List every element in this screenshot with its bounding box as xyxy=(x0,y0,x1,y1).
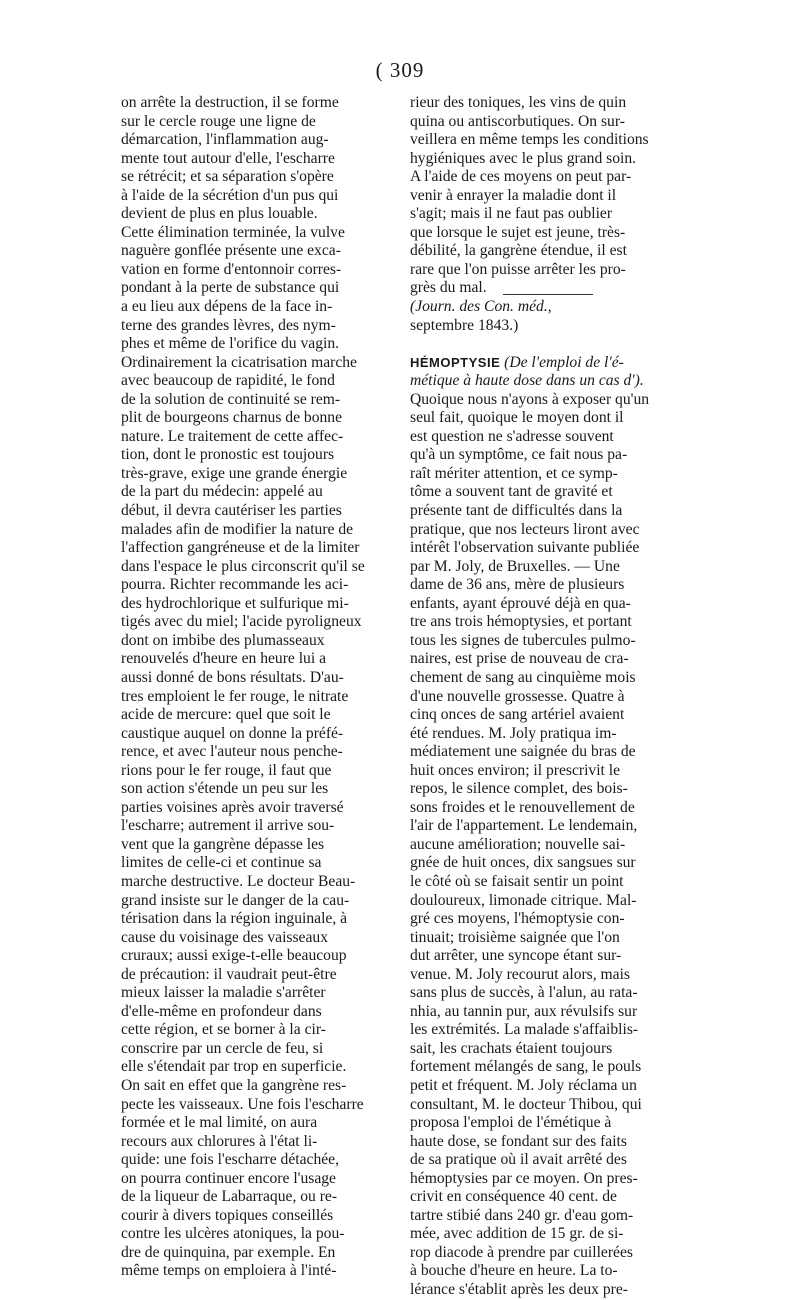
text-line: tartre stibié dans 240 gr. d'eau gom- xyxy=(410,1206,634,1224)
text-line: on arrête la destruction, il se forme xyxy=(121,94,339,111)
text-line: rare que l'on puisse arrêter les pro- xyxy=(410,260,626,278)
text-line: pratique, que nos lecteurs liront avec xyxy=(410,520,640,538)
section-spacer xyxy=(410,335,685,354)
citation-line xyxy=(410,298,685,317)
text-line: s'agit; mais il ne faut pas oublier xyxy=(410,205,613,223)
text-line: rence, et avec l'auteur nous penche- xyxy=(121,743,343,761)
text-line: elle s'étendait par trop en superficie. xyxy=(121,1058,347,1076)
text-line: pondant à la perte de substance qui xyxy=(121,279,340,297)
text-line: avec beaucoup de rapidité, le fond xyxy=(121,372,335,390)
text-line: gré ces moyens, l'hémoptysie con- xyxy=(410,910,625,928)
text-line: de la part du médecin: appelé au xyxy=(121,483,323,501)
text-line: quina ou antiscorbutiques. On sur- xyxy=(410,112,625,130)
text-line: cette région, et se borner à la cir- xyxy=(121,1021,326,1039)
text-line: démarcation, l'inflammation aug- xyxy=(121,131,329,149)
text-line: très-grave, exige une grande énergie xyxy=(121,464,348,482)
text-line: plit de bourgeons charnus de bonne xyxy=(121,409,343,427)
text-line: recours aux chlorures à l'état li- xyxy=(121,1132,318,1150)
text-line: haute dose, se fondant sur des faits xyxy=(410,1132,627,1150)
text-line: grand insiste sur le danger de la cau- xyxy=(121,891,350,909)
text-line: qu'à un symptôme, ce fait nous pa- xyxy=(410,446,628,464)
left-column xyxy=(121,94,396,1281)
text-line: A l'aide de ces moyens on peut par- xyxy=(410,168,632,186)
text-line: térisation dans la région inguinale, à xyxy=(121,910,348,928)
text-line: des hydrochlorique et sulfurique mi- xyxy=(121,594,349,612)
text-line: dame de 36 ans, mère de plusieurs xyxy=(410,576,625,594)
text-line: renouvelés d'heure en heure lui a xyxy=(121,650,327,668)
text-line: venue. M. Joly recourut alors, mais xyxy=(410,965,630,983)
text-line: dut arrêter, une syncope étant sur- xyxy=(410,947,622,965)
text-line: d'elle-même en profondeur dans xyxy=(121,1002,322,1020)
text-line: présente tant de difficultés dans la xyxy=(410,502,623,520)
text-line: à l'aide de la sécrétion d'un pus qui xyxy=(121,186,339,204)
text-line: Ordinairement la cicatrisation marche xyxy=(121,353,357,371)
text-line: naguère gonflée présente une exca- xyxy=(121,242,341,260)
text-line: sur le cercle rouge une ligne de xyxy=(121,112,316,130)
right-column-intro xyxy=(410,94,685,298)
section-divider xyxy=(503,294,593,295)
text-line: d'une nouvelle grossesse. Quatre à xyxy=(410,687,625,705)
text-line: début, il devra cautériser les parties xyxy=(121,502,342,520)
section-subtitle-b: métique à haute dose dans un cas d'). xyxy=(410,372,644,390)
text-line: cinq onces de sang artériel avaient xyxy=(410,706,625,724)
text-line: malades afin de modifier la nature de xyxy=(121,520,354,538)
text-line: tôme a souvent tant de gravité et xyxy=(410,483,613,501)
text-line: mente tout autour d'elle, l'escharre xyxy=(121,149,335,167)
text-line: de la solution de continuité se rem- xyxy=(121,390,341,408)
text-line: enfants, ayant éprouvé déjà en qua- xyxy=(410,594,631,612)
text-line: cause du voisinage des vaisseaux xyxy=(121,928,328,946)
text-line: grès du mal. xyxy=(410,279,487,297)
text-line: est question ne s'adresse souvent xyxy=(410,427,614,445)
text-line: l'escharre; autrement il arrive sou- xyxy=(121,817,335,835)
right-column-body xyxy=(410,391,685,1300)
text-line: pourra. Richter recommande les aci- xyxy=(121,576,349,594)
text-line: même temps on emploiera à l'inté- xyxy=(121,1262,337,1280)
text-line: par M. Joly, de Bruxelles. — Une xyxy=(410,557,620,575)
text-line: mée, avec addition de 15 gr. de si- xyxy=(410,1225,624,1243)
text-line: à bouche d'heure en heure. La to- xyxy=(410,1262,618,1280)
text-line: débilité, la gangrène étendue, il est xyxy=(410,242,627,260)
text-line: Cette élimination terminée, la vulve xyxy=(121,223,345,241)
text-line: tion, dont le pronostic est toujours xyxy=(121,446,335,464)
text-line: rieur des toniques, les vins de quin xyxy=(410,94,627,111)
citation-end-line xyxy=(410,317,685,336)
text-line: l'air de l'appartement. Le lendemain, xyxy=(410,817,638,835)
text-line: formée et le mal limité, on aura xyxy=(121,1114,318,1132)
text-line: crivit en conséquence 40 cent. de xyxy=(410,1188,617,1206)
citation: (Journ. des Con. méd., xyxy=(410,298,552,316)
text-line: veillera en même temps les conditions xyxy=(410,131,649,149)
text-line: aussi donné de bons résultats. D'au- xyxy=(121,668,344,686)
text-line: l'affection gangréneuse et de la limiter xyxy=(121,539,360,557)
text-line: huit onces environ; il prescrivit le xyxy=(410,761,621,779)
text-line: intérêt l'observation suivante publiée xyxy=(410,539,640,557)
text-line: tigés avec du miel; l'acide pyroligneux xyxy=(121,613,362,631)
text-line: seul fait, quoique le moyen dont il xyxy=(410,409,624,427)
text-line: vation en forme d'entonnoir corres- xyxy=(121,260,342,278)
text-line: proposa l'emploi de l'émétique à xyxy=(410,1114,612,1132)
text-line: parties voisines après avoir traversé xyxy=(121,798,344,816)
text-line: que lorsque le sujet est jeune, très- xyxy=(410,223,626,241)
text-line: consultant, M. le docteur Thibou, qui xyxy=(410,1095,642,1113)
text-line: sait, les crachats étaient toujours xyxy=(410,1039,613,1057)
text-line: On sait en effet que la gangrène res- xyxy=(121,1076,347,1094)
text-line: marche destructive. Le docteur Beau- xyxy=(121,872,356,890)
section-heading-line xyxy=(410,354,685,373)
text-line: quide: une fois l'escharre détachée, xyxy=(121,1151,339,1169)
text-line: pecte les vaisseaux. Une fois l'escharre xyxy=(121,1095,364,1113)
text-line: terne des grandes lèvres, des nym- xyxy=(121,316,336,334)
text-line: venir à enrayer la maladie dont il xyxy=(410,186,617,204)
section-subtitle-a: (De l'emploi de l'é- xyxy=(504,353,624,371)
text-line: caustique auquel on donne la préfé- xyxy=(121,724,344,742)
text-line: courir à divers topiques conseillés xyxy=(121,1206,334,1224)
text-line: phes et même de l'orifice du vagin. xyxy=(121,335,340,353)
text-line: douloureux, limonade citrique. Mal- xyxy=(410,891,637,909)
text-line: repos, le silence complet, des bois- xyxy=(410,780,628,798)
section-subtitle-line xyxy=(410,372,685,391)
text-line: conscrire par un cercle de feu, si xyxy=(121,1039,324,1057)
text-line: été rendues. M. Joly pratiqua im- xyxy=(410,724,617,742)
text-line: dre de quinquina, par exemple. En xyxy=(121,1243,336,1261)
text-line: de précaution: il vaudrait peut-être xyxy=(121,965,337,983)
text-line: tinuait; troisième saignée que l'on xyxy=(410,928,620,946)
text-line: de la liqueur de Labarraque, ou re- xyxy=(121,1188,338,1206)
text-line: vent que la gangrène dépasse les xyxy=(121,835,325,853)
text-line: tous les signes de tubercules pulmo- xyxy=(410,631,636,649)
text-line: Quoique nous n'ayons à exposer qu'un xyxy=(410,390,650,408)
right-column xyxy=(410,94,685,1300)
text-line: petit et fréquent. M. Joly réclama un xyxy=(410,1076,637,1094)
text-line: mieux laisser la maladie s'arrêter xyxy=(121,984,326,1002)
text-line: naires, est prise de nouveau de cra- xyxy=(410,650,629,668)
text-line: dont on imbibe des plumasseaux xyxy=(121,631,325,649)
text-line: a eu lieu aux dépens de la face in- xyxy=(121,298,333,316)
citation-end: septembre 1843.) xyxy=(410,316,519,334)
text-line: médiatement une saignée du bras de xyxy=(410,743,636,761)
text-line: de sa pratique où il avait arrêté des xyxy=(410,1151,627,1169)
text-line: aucune amélioration; nouvelle sai- xyxy=(410,835,626,853)
text-line: chement de sang au cinquième mois xyxy=(410,668,636,686)
text-line: hémoptysies par ce moyen. On pres- xyxy=(410,1169,638,1187)
text-line: sons froides et le renouvellement de xyxy=(410,798,635,816)
text-line: on pourra continuer encore l'usage xyxy=(121,1169,336,1187)
text-line: gnée de huit onces, dix sangsues sur xyxy=(410,854,636,872)
text-line: le côté où se faisait sentir un point xyxy=(410,872,624,890)
text-line: cruraux; aussi exige-t-elle beaucoup xyxy=(121,947,347,965)
text-line: rions pour le fer rouge, il faut que xyxy=(121,761,332,779)
text-line: se rétrécit; et sa séparation s'opère xyxy=(121,168,334,186)
text-line: contre les ulcères atoniques, la pou- xyxy=(121,1225,345,1243)
text-line: devient de plus en plus louable. xyxy=(121,205,318,223)
text-line: nhia, au tannin pur, aux révulsifs sur xyxy=(410,1002,638,1020)
text-line: acide de mercure: quel que soit le xyxy=(121,706,331,724)
text-line: lérance s'établit après les deux pre- xyxy=(410,1281,628,1298)
text-line: dans l'espace le plus circonscrit qu'il se xyxy=(121,557,365,575)
text-line: les extrémités. La malade s'affaiblis- xyxy=(410,1021,639,1039)
section-title: HÉMOPTYSIE xyxy=(410,354,501,370)
text-line: limites de celle-ci et continue sa xyxy=(121,854,322,872)
text-line: nature. Le traitement de cette affec- xyxy=(121,427,344,445)
text-line: tre ans trois hémoptysies, et portant xyxy=(410,613,632,631)
text-line: sans plus de succès, à l'alun, au rata- xyxy=(410,984,638,1002)
text-line: rop diacode à prendre par cuillerées xyxy=(410,1243,633,1261)
page-number: ( 309 xyxy=(375,58,425,82)
text-line: tres emploient le fer rouge, le nitrate xyxy=(121,687,349,705)
text-line: hygiéniques avec le plus grand soin. xyxy=(410,149,637,167)
text-line: fortement mélangés de sang, le pouls xyxy=(410,1058,642,1076)
text-line: raît mériter attention, et ce symp- xyxy=(410,464,618,482)
text-line: son action s'étende un peu sur les xyxy=(121,780,329,798)
